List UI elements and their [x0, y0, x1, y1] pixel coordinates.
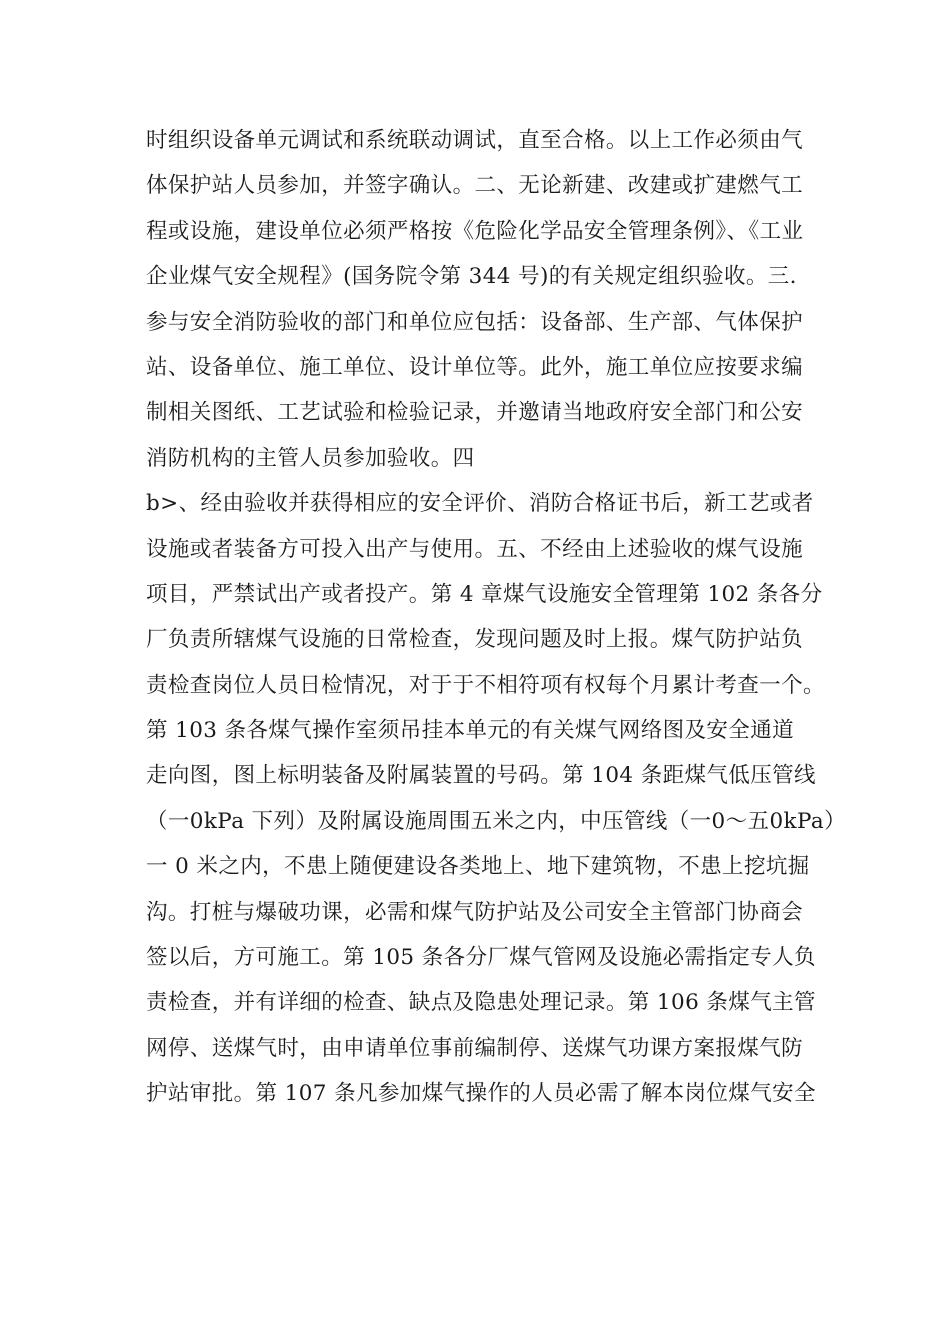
- text-line: 责检查，并有详细的检查、缺点及隐患处理记录。第 106 条煤气主管: [146, 990, 816, 1016]
- text-line: 走向图，图上标明装备及附属装置的号码。第 104 条距煤气低压管线: [146, 763, 816, 789]
- body-text: [146, 118, 846, 1117]
- text-line: 项目，严禁试出产或者投产。第 4 章煤气设施安全管理第 102 条各分: [146, 581, 823, 607]
- text-line: 厂负责所辖煤气设施的日常检查，发现问题及时上报。煤气防护站负: [146, 627, 804, 653]
- text-line: 一 0 米之内，不患上随便建设各类地上、地下建筑物，不患上挖坑掘: [146, 854, 810, 880]
- text-line: （一0kPa 下列）及附属设施周围五米之内，中压管线（一0～五0kPa）: [146, 808, 846, 834]
- text-line: 体保护站人员参加，并签字确认。二、无论新建、改建或扩建燃气工: [146, 173, 804, 199]
- text-line: 护站审批。第 107 条凡参加煤气操作的人员必需了解本岗位煤气安全: [146, 1081, 816, 1107]
- text-line: 签以后，方可施工。第 105 条各分厂煤气管网及设施必需指定专人负: [146, 945, 816, 971]
- text-line: 时组织设备单元调试和系统联动调试，直至合格。以上工作必须由气: [146, 128, 804, 153]
- text-line: 企业煤气安全规程》(国务院令第 344 号)的有关规定组织验收。三.: [146, 264, 797, 290]
- text-line: b>、经由验收并获得相应的安全评价、消防合格证书后，新工艺或者: [146, 491, 814, 517]
- text-line: 沟。打桩与爆破功课，必需和煤气防护站及公司安全主管部门协商会: [146, 899, 804, 925]
- text-line: 第 103 条各煤气操作室须吊挂本单元的有关煤气网络图及安全通道: [146, 718, 795, 744]
- text-line: 网停、送煤气时，由申请单位事前编制停、送煤气功课方案报煤气防: [146, 1035, 804, 1061]
- text-line: 消防机构的主管人员参加验收。四: [146, 445, 475, 471]
- text-line: 参与安全消防验收的部门和单位应包括：设备部、生产部、气体保护: [146, 309, 804, 335]
- text-line: 制相关图纸、工艺试验和检验记录，并邀请当地政府安全部门和公安: [146, 400, 804, 426]
- text-line: 责检查岗位人员日检情况，对于于不相符项有权每个月累计考查一个。: [146, 672, 825, 698]
- text-line: 站、设备单位、施工单位、设计单位等。此外，施工单位应按要求编: [146, 354, 804, 380]
- text-line: 设施或者装备方可投入出产与使用。五、不经由上述验收的煤气设施: [146, 536, 804, 562]
- text-line: 程或设施，建设单位必须严格按《危险化学品安全管理条例》、《工业: [146, 218, 804, 244]
